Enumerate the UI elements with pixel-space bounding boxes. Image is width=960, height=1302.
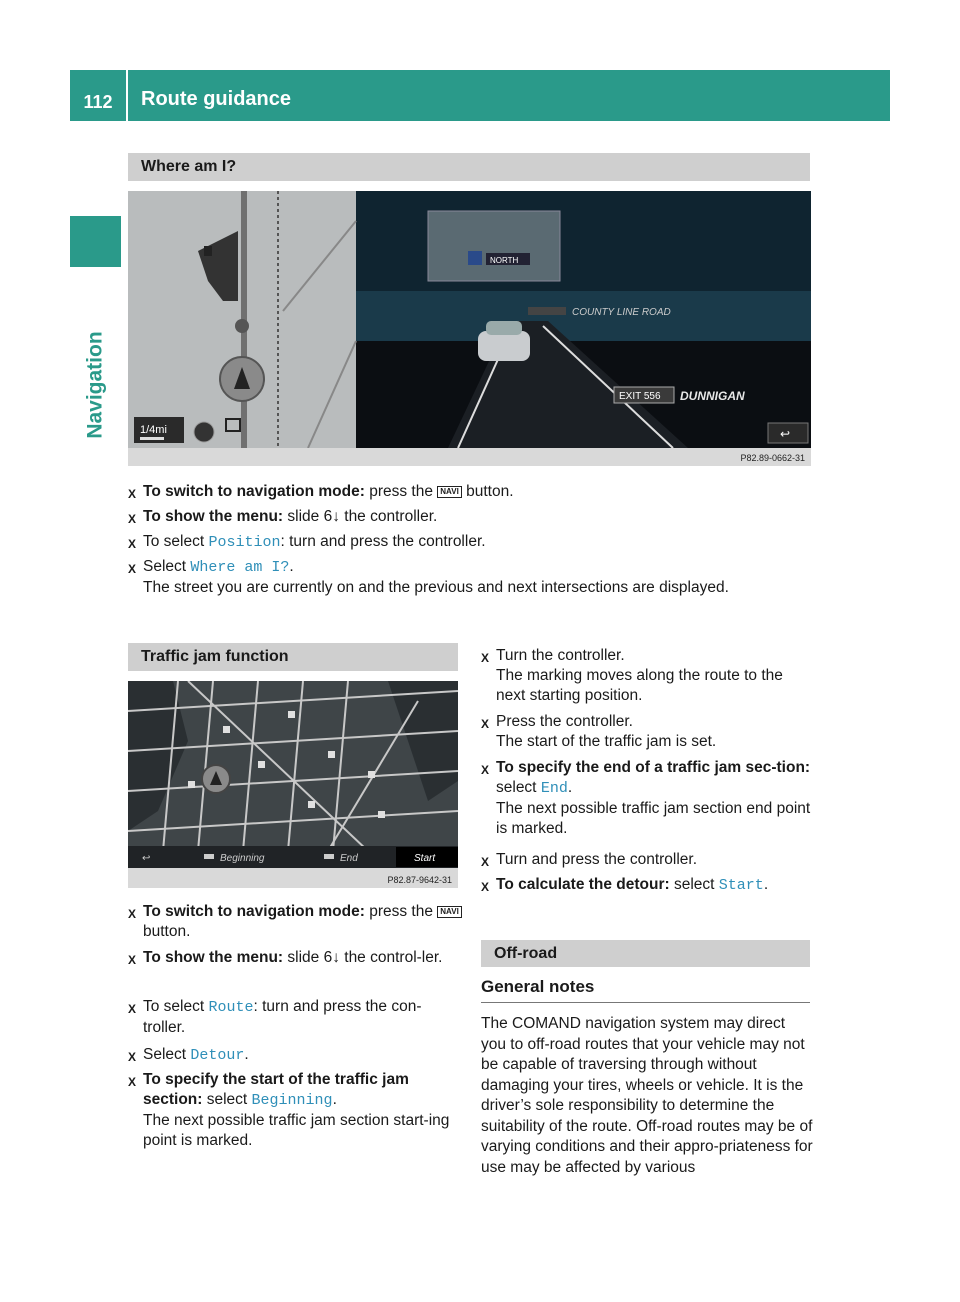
step-arrow-icon: X: [481, 855, 490, 869]
step-item: X Press the controller. The start of the traffic jam is set.: [481, 713, 717, 750]
step-arrow-icon: X: [128, 487, 137, 501]
page-title: Route guidance: [141, 88, 292, 110]
step-item: X To switch to navigation mode: press the NAVI button.: [128, 902, 462, 942]
step-item: X Turn and press the controller.: [481, 850, 815, 870]
traffic-jam-figure: [128, 681, 458, 888]
step-arrow-icon: X: [128, 953, 137, 967]
side-tab-marker: [70, 216, 121, 267]
back-arrow-icon: ↩: [142, 853, 151, 864]
step-arrow-icon: X: [128, 1075, 137, 1089]
navi-key-icon: NAVI: [437, 906, 462, 918]
figure-code: P82.89-0662-31: [740, 453, 805, 463]
menu-item-beginning: Beginning: [251, 1092, 333, 1109]
step-item: X To show the menu: slide 6↓ the controller.: [128, 507, 818, 527]
section-heading-off-road: Off-road: [481, 940, 810, 967]
step-arrow-icon: X: [128, 1002, 137, 1016]
btn-start: Start: [414, 853, 436, 864]
btn-end: End: [340, 853, 358, 864]
controller-glyph: 6↓: [323, 508, 340, 525]
side-tab-label: Navigation: [83, 331, 107, 439]
menu-item-detour: Detour: [190, 1047, 245, 1064]
side-tab: [70, 270, 121, 500]
subheading-general-notes: General notes: [481, 977, 595, 996]
step-arrow-icon: X: [481, 763, 490, 777]
step-item: X To select Position: turn and press the controller.: [128, 532, 818, 553]
section-heading-traffic-jam: Traffic jam function: [128, 643, 458, 671]
controller-glyph: 6↓: [323, 949, 340, 966]
section-rule: [481, 1002, 810, 1003]
off-road-paragraph: The COMAND navigation system may direct you to off-road routes that your vehicle may not be capable of traversing through without damaging your tires, wheels or vehicle. It is the driver’s sole responsibility to determine the suitability of the route. Off-road routes may be of varying conditions and their appro-priateness for use may be affected by various: [481, 1015, 813, 1176]
menu-item-end: End: [540, 780, 568, 797]
step-item: X Select Detour.: [128, 1045, 462, 1066]
map-scale-label: 1/4mi: [140, 424, 167, 436]
navi-key-icon: NAVI: [437, 486, 462, 498]
btn-beginning: Beginning: [220, 853, 265, 864]
menu-item-where-am-i: Where am I?: [190, 559, 290, 576]
menu-item-start: Start: [718, 877, 764, 894]
step-item: X To specify the start of the traffic jam section: select Beginning. The next possible traffic jam section start-ing point is marked.: [128, 1071, 450, 1149]
sign-north: NORTH: [490, 256, 519, 265]
section-heading-where-am-i: Where am I?: [128, 153, 810, 181]
figure-code: P82.87-9642-31: [387, 875, 452, 885]
page-number: 112: [83, 92, 113, 112]
back-arrow-icon: ↩: [780, 427, 791, 441]
step-arrow-icon: X: [481, 717, 490, 731]
step-arrow-icon: X: [128, 1050, 137, 1064]
step-arrow-icon: X: [128, 562, 137, 576]
menu-item-route: Route: [208, 999, 254, 1016]
exit-name: DUNNIGAN: [680, 389, 745, 403]
step-arrow-icon: X: [481, 880, 490, 894]
step-arrow-icon: X: [128, 537, 137, 551]
step-item: X Select Where am I?. The street you are currently on and the previous and next intersections are displayed.: [128, 558, 729, 596]
where-am-i-figure: [128, 191, 811, 466]
step-item: X To show the menu: slide 6↓ the control-ler.: [128, 948, 462, 968]
step-item: X To switch to navigation mode: press the NAVI button.: [128, 482, 818, 502]
step-item: X To specify the end of a traffic jam sec-tion: select End. The next possible traffic jam section end point is marked.: [481, 759, 811, 837]
step-item: X To select Route: turn and press the con-troller.: [128, 998, 422, 1036]
step-item: X Turn the controller. The marking moves along the route to the next starting position.: [481, 647, 783, 704]
road-name: COUNTY LINE ROAD: [572, 307, 671, 318]
step-arrow-icon: X: [481, 651, 490, 665]
step-arrow-icon: X: [128, 907, 137, 921]
header-divider: [126, 70, 128, 121]
step-arrow-icon: X: [128, 512, 137, 526]
menu-item-position: Position: [208, 534, 281, 551]
exit-label: EXIT 556: [619, 391, 661, 402]
step-item: X To calculate the detour: select Start.: [481, 875, 815, 896]
